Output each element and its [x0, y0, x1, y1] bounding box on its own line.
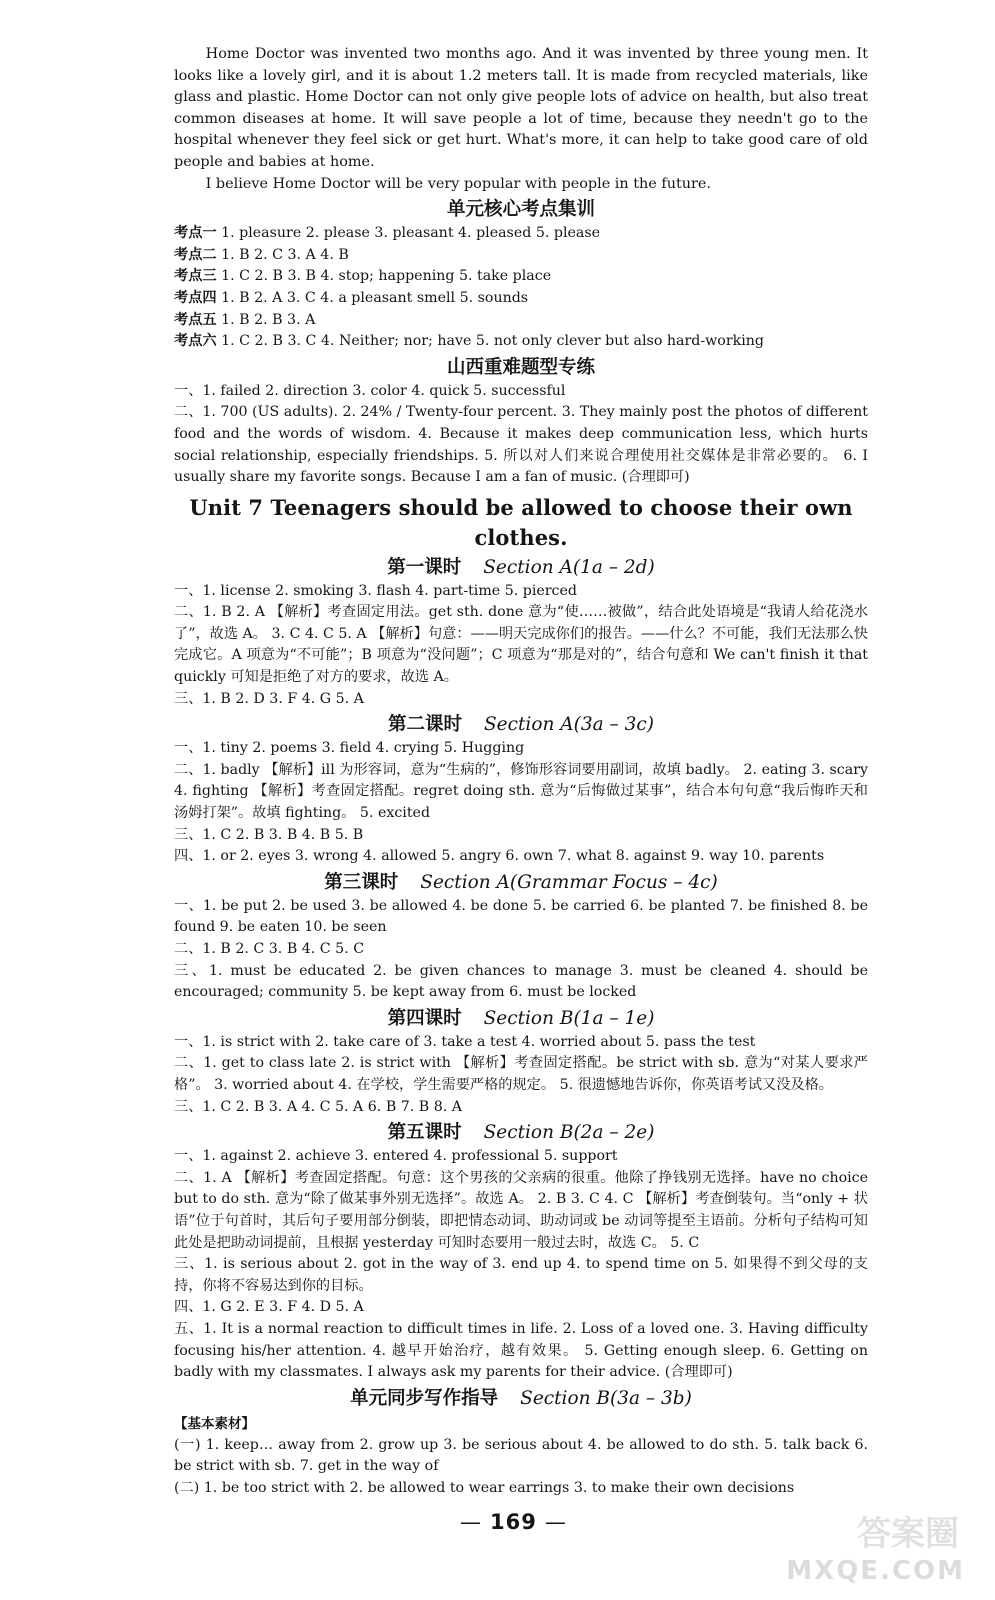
answer-line: 一、1. is strict with 2. take care of 3. take a test 4. worried about 5. pass the test: [174, 1033, 756, 1050]
answer-line: 三、1. C 2. B 3. B 4. B 5. B: [174, 826, 364, 843]
answer-line: 二、1. 700 (US adults). 2. 24% / Twenty-four percent. 3. They mainly post the photos of different food and the words of wisdom. 4. Because it makes deep communication less, which hurts social relationship, especially friendships. 5. 所以对人们来说合理使用社交媒体是非常必要的。 6. I usually share my favorite songs. Because I am a fan of music. (合理即可): [174, 404, 868, 486]
lesson-heading: 第三课时 Section A(Grammar Focus – 4c): [324, 871, 718, 893]
answer-line: 二、1. B 2. A 【解析】考查固定用法。get sth. done 意为“使……被做”，结合此处语境是“我请人给花浇水了”，故选 A。 3. C 4. C 5. A 【解析】句意：——明天完成你们的报告。——什么？不可能，我们无法那么快完成它。A 项意为“不可能”；B 项意为“没问题”；C 项意为“那是对的”，结合句意和 We can't finish it that quickly 可知是拒绝了对方的要求，故选 A。: [174, 604, 868, 686]
answer-line: 三、1. C 2. B 3. A 4. C 5. A 6. B 7. B 8. A: [174, 1098, 463, 1115]
core-point-line: 考点二 1. B 2. C 3. A 4. B: [174, 246, 349, 263]
core-point-line: 考点五 1. B 2. B 3. A: [174, 311, 316, 328]
answer-line: (一) 1. keep… away from 2. grow up 3. be serious about 4. be allowed to do sth. 5. talk back 6. be strict with sb. 7. get in the way of: [174, 1436, 868, 1475]
answer-line: 一、1. failed 2. direction 3. color 4. quick 5. successful: [174, 382, 566, 399]
answer-line: 一、1. license 2. smoking 3. flash 4. part-time 5. pierced: [174, 582, 577, 599]
answer-line: 二、1. A 【解析】考查固定搭配。句意：这个男孩的父亲病的很重。他除了挣钱别无选择。have no choice but to do sth. 意为“除了做某事外别无选择”。故选 A。 2. B 3. C 4. C 【解析】考查倒装句。当“only + 状语”位于句首时，其后句子要用部分倒装，即把情态动词、助动词或 be 动词等提至主语前。分析句子结构可知此处是把助动词提前，且根据 yesterday 可知时态要用一般过去时，故选 C。 5. C: [174, 1169, 868, 1251]
watermark-logo: [786, 1506, 965, 1586]
answer-line: 一、1. against 2. achieve 3. entered 4. professional 5. support: [174, 1148, 618, 1165]
section-heading-core: 单元核心考点集训: [446, 199, 595, 221]
core-point-line: 考点六 1. C 2. B 3. C 4. Neither; nor; have 5. not only clever but also hard-working: [174, 333, 764, 350]
section-heading-shanxi: 山西重难题型专练: [446, 356, 595, 378]
answer-line: 三、1. must be educated 2. be given chances to manage 3. must be cleaned 4. should be encouraged; community 5. be kept away from 6. must be locked: [174, 962, 868, 1001]
unit-title: Unit 7 Teenagers should be allowed to choose their own clothes.: [189, 494, 853, 550]
lesson-heading: 第五课时 Section B(2a – 2e): [387, 1122, 655, 1144]
answer-line: 四、1. or 2. eyes 3. wrong 4. allowed 5. angry 6. own 7. what 8. against 9. way 10. parents: [174, 848, 825, 865]
intro-paragraph: I believe Home Doctor will be very popular with people in the future.: [205, 175, 711, 192]
answer-line: 二、1. B 2. C 3. B 4. C 5. C: [174, 941, 365, 957]
lesson-heading: 第四课时 Section B(1a – 1e): [387, 1007, 655, 1029]
answer-line: 三、1. B 2. D 3. F 4. G 5. A: [174, 690, 364, 707]
lesson-heading: 单元同步写作指导 Section B(3a – 3b): [350, 1387, 692, 1409]
lesson-heading: 第二课时 Section A(3a – 3c): [387, 714, 655, 736]
page-content: [174, 44, 868, 1499]
answer-line: 四、1. G 2. E 3. F 4. D 5. A: [174, 1299, 364, 1316]
answer-line: 一、1. tiny 2. poems 3. field 4. crying 5. Hugging: [174, 740, 525, 757]
answer-line: 三、1. is serious about 2. got in the way of 3. end up 4. to spend time on 5. 如果得不到父母的支持，你将不容易达到你的目标。: [174, 1256, 868, 1294]
core-point-line: 考点四 1. B 2. A 3. C 4. a pleasant smell 5. sounds: [174, 289, 529, 306]
page-number: — 169 —: [452, 1510, 575, 1534]
watermark-text: MXQE.COM: [786, 1556, 965, 1586]
core-point-line: 考点三 1. C 2. B 3. B 4. stop; happening 5. take place: [174, 268, 552, 285]
intro-paragraph: Home Doctor was invented two months ago. And it was invented by three young men. It looks like a lovely girl, and it is about 1.2 meters tall. It is made from recycled materials, like glass and plastic. Home Doctor can not only give people lots of advice on health, but also treat common diseases at home. It will save people a lot of time, because they needn't go to the hospital whenever they feel sick or get hurt. What's more, it can help to take good care of old people and babies at home.: [174, 46, 868, 170]
answer-line: 一、1. be put 2. be used 3. be allowed 4. be done 5. be carried 6. be planted 7. be finished 8. be found 9. be eaten 10. be seen: [174, 897, 868, 936]
lesson-heading: 第一课时 Section A(1a – 2d): [387, 556, 655, 578]
answer-line: 二、1. badly 【解析】ill 为形容词，意为“生病的”，修饰形容词要用副词，故填 badly。 2. eating 3. scary 4. fighting 【解析】考查固定搭配。regret doing sth. 意为“后悔做过某事”，结合本句句意“我后悔昨天和汤姆打架”。故填 fighting。 5. excited: [174, 761, 868, 822]
materials-tag: 【基本素材】: [174, 1415, 255, 1432]
core-point-line: 考点一 1. pleasure 2. please 3. pleasant 4. pleased 5. please: [174, 225, 601, 242]
answer-line: 五、1. It is a normal reaction to difficult times in life. 2. Loss of a loved one. 3. Having difficulty focusing his/her attention. 4. 越早开始治疗，越有效果。 5. Getting enough sleep. 6. Getting on badly with my classmates. I always ask my parents for their advice. (合理即可): [174, 1320, 868, 1381]
watermark-logo-mark: 答案圈: [857, 1514, 959, 1554]
answer-line: (二) 1. be too strict with 2. be allowed to wear earrings 3. to make their own decisions: [174, 1479, 795, 1496]
answer-line: 二、1. get to class late 2. is strict with 【解析】考查固定搭配。be strict with sb. 意为“对某人要求严格”。 3. worried about 4. 在学校，学生需要严格的规定。 5. 很遗憾地告诉你，你英语考试又没及格。: [174, 1055, 868, 1093]
